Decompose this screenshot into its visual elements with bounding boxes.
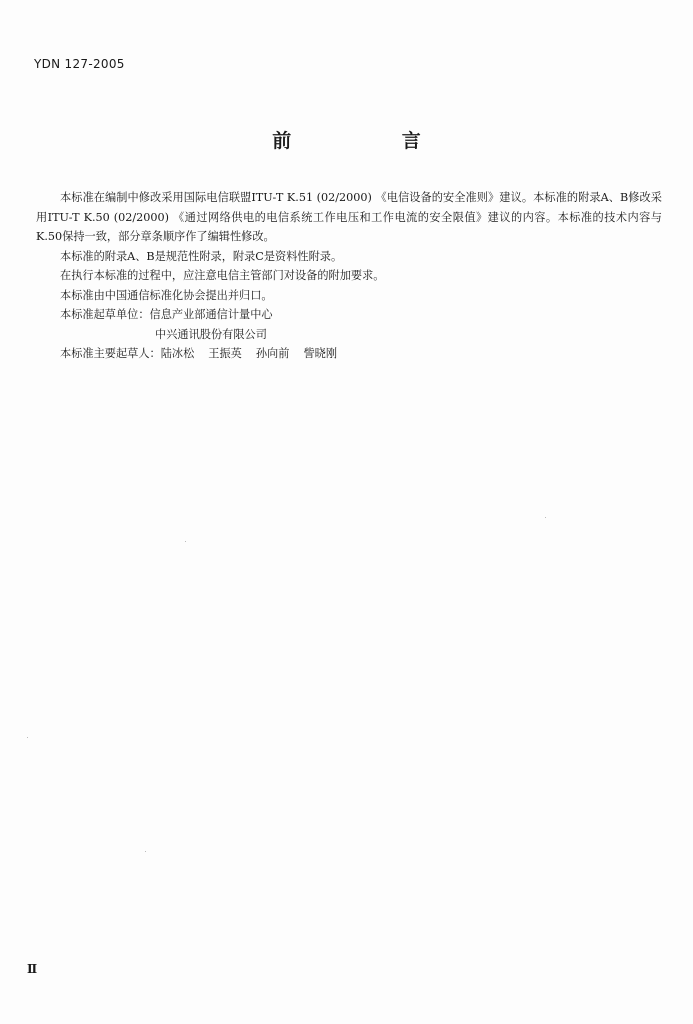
page-number: Ⅱ bbox=[27, 962, 38, 976]
page-title: 前 言 bbox=[272, 130, 473, 152]
scan-speck bbox=[545, 517, 546, 518]
drafter-name: 陆冰松 bbox=[160, 347, 195, 360]
drafter-name: 王振英 bbox=[208, 347, 242, 360]
drafting-units-continuation bbox=[36, 325, 662, 345]
paragraph-proposer: 本标准由中国通信标准化协会提出并归口。 bbox=[60, 288, 273, 302]
drafting-units-label: 本标准起草单位： bbox=[60, 308, 150, 321]
paragraph-annexes: 本标准的附录A、B是规范性附录，附录C是资料性附录。 bbox=[60, 249, 343, 263]
drafting-unit-1: 信息产业部通信计量中心 bbox=[149, 308, 273, 321]
scan-speck bbox=[27, 737, 28, 738]
scan-speck bbox=[185, 541, 186, 542]
drafters-label: 本标准主要起草人： bbox=[60, 347, 161, 360]
paragraph-requirements: 在执行本标准的过程中，应注意电信主管部门对设备的附加要求。 bbox=[60, 269, 385, 282]
standard-code: YDN 127-2005 bbox=[34, 57, 125, 71]
drafting-units-row bbox=[36, 305, 662, 325]
drafting-unit-2: 中兴通讯股份有限公司 bbox=[155, 327, 267, 341]
drafters-row bbox=[36, 344, 662, 364]
paragraph-adoption: 本标准在编制中修改采用国际电信联盟ITU-T K.51 (02/2000) 《电信设备的安全准则》建议。本标准的附录A、B修改采用ITU-T K.50 (02/2000) 《通过网络供电的电信系统工作电压和工作电流的安全限值》建议的内容。本标准的技术内容与K.50保持一致，部分章条顺序作了编辑性修改。 bbox=[36, 191, 662, 243]
foreword-body bbox=[36, 188, 662, 364]
scan-speck bbox=[145, 851, 146, 852]
drafter-name: 訾晓刚 bbox=[303, 347, 338, 360]
drafter-name: 孙向前 bbox=[255, 347, 290, 360]
